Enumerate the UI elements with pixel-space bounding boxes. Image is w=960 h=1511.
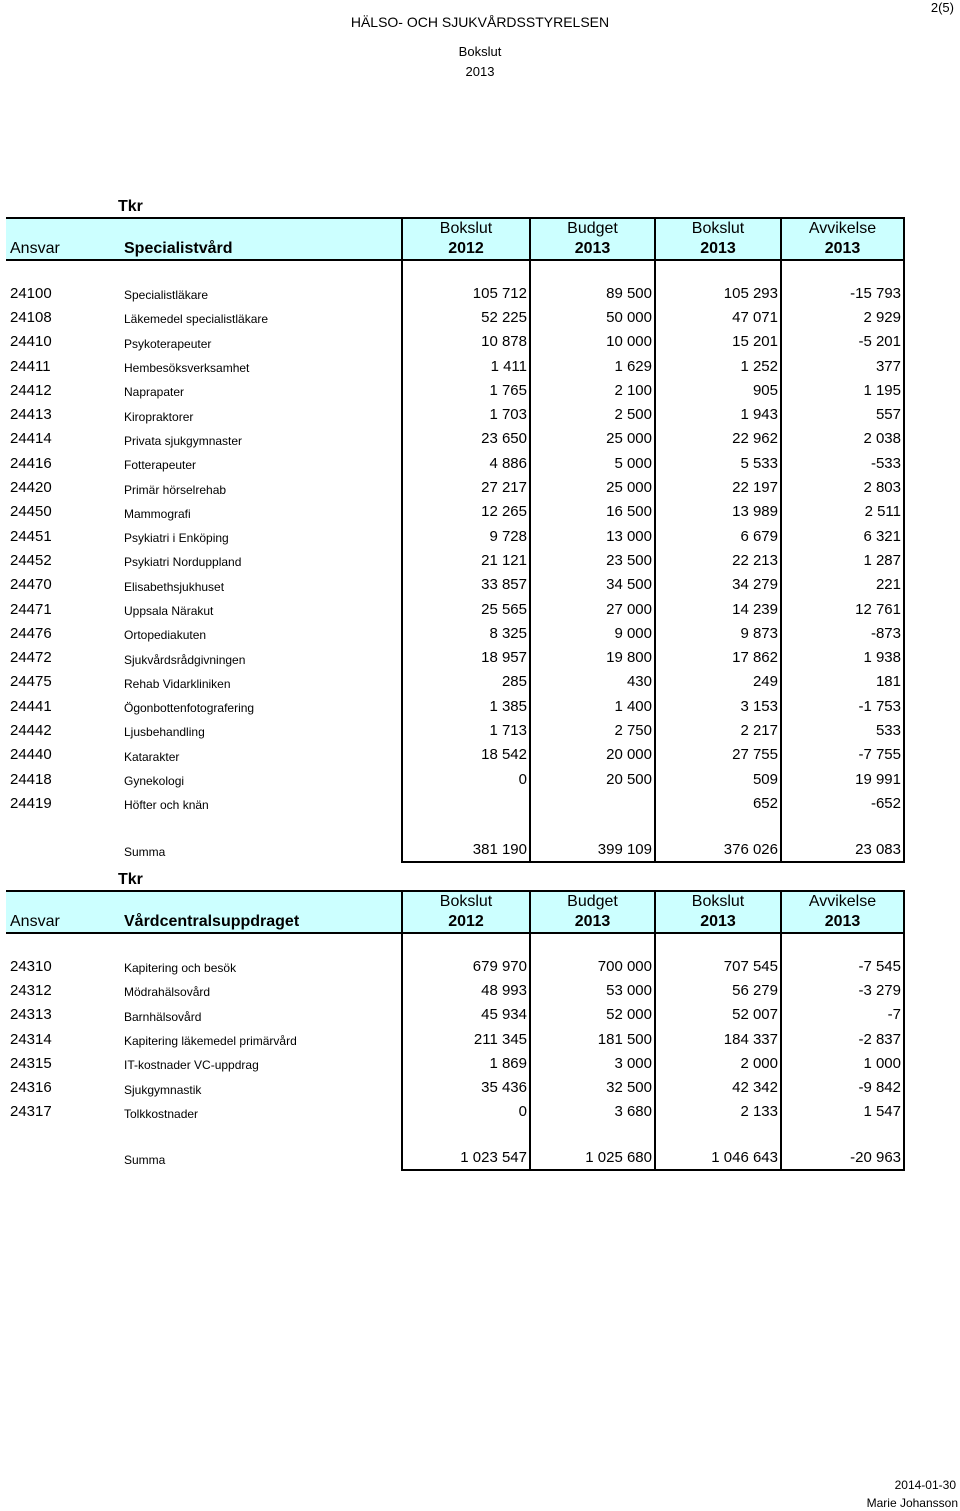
account-name: Ortopediakuten [124, 628, 207, 643]
value-bokslut-2012: 211 345 [402, 1027, 530, 1051]
spacer-row [6, 816, 904, 838]
table-row [6, 500, 904, 524]
account-code: 24411 [10, 357, 51, 375]
account-code: 24452 [10, 551, 52, 569]
table-row [6, 330, 904, 354]
value-bokslut-2013: 34 279 [655, 573, 781, 597]
account-code: 24472 [10, 649, 52, 667]
account-name: Läkemedel specialistläkare [124, 312, 269, 327]
account-name: Kapitering och besök [124, 961, 237, 976]
spacer-row [6, 1124, 904, 1146]
specialistvard-table [6, 217, 905, 863]
account-code: 24442 [10, 721, 52, 739]
col-header-year: 2013 [655, 239, 781, 260]
value-budget-2013: 430 [530, 670, 655, 694]
value-budget-2013: 20 000 [530, 743, 655, 767]
value-budget-2013: 2 750 [530, 718, 655, 742]
value-bokslut-2013: 2 133 [655, 1100, 781, 1124]
sum-avvikelse-2013: 23 083 [781, 838, 904, 862]
sum-code-empty [6, 838, 118, 862]
account-name: Psykiatri Norduppland [124, 555, 242, 570]
table-row [6, 281, 904, 305]
value-avvikelse-2013: 1 195 [781, 378, 904, 402]
account-code: 24470 [10, 576, 52, 594]
sum-code-empty [6, 1146, 118, 1170]
account-code: 24441 [10, 697, 52, 715]
table-row [6, 1027, 904, 1051]
sum-row [6, 1146, 904, 1170]
value-bokslut-2012: 9 728 [402, 524, 530, 548]
value-avvikelse-2013: 533 [781, 718, 904, 742]
table-row [6, 978, 904, 1002]
account-code: 24310 [10, 957, 52, 975]
value-bokslut-2013: 22 197 [655, 475, 781, 499]
account-code: 24410 [10, 333, 52, 351]
account-code: 24475 [10, 673, 52, 691]
value-bokslut-2012: 48 993 [402, 978, 530, 1002]
value-bokslut-2012: 1 765 [402, 378, 530, 402]
value-avvikelse-2013: 181 [781, 670, 904, 694]
account-name: Barnhälsovård [124, 1009, 202, 1024]
sum-budget-2013: 399 109 [530, 838, 655, 862]
value-budget-2013: 20 500 [530, 767, 655, 791]
value-budget-2013: 25 000 [530, 475, 655, 499]
value-bokslut-2013: 905 [655, 378, 781, 402]
account-code: 24451 [10, 527, 52, 545]
account-code: 24420 [10, 479, 52, 497]
table-row [6, 354, 904, 378]
value-bokslut-2012: 35 436 [402, 1075, 530, 1099]
table-row [6, 1100, 904, 1124]
account-name: Psykoterapeuter [124, 336, 212, 351]
account-code: 24313 [10, 1006, 52, 1024]
value-bokslut-2012: 1 703 [402, 402, 530, 426]
account-name: Sjukvårdsrådgivningen [124, 652, 246, 667]
col-header-bokslut: Bokslut [655, 218, 781, 239]
value-bokslut-2013: 6 679 [655, 524, 781, 548]
col-header-avvikelse: Avvikelse [781, 218, 904, 239]
col-header-bokslut: Bokslut [402, 218, 530, 239]
value-avvikelse-2013: -1 753 [781, 694, 904, 718]
table-row [6, 402, 904, 426]
table-row [6, 670, 904, 694]
account-name: Gynekologi [124, 774, 185, 789]
sum-bokslut-2012: 381 190 [402, 838, 530, 862]
header-row-labels [6, 218, 904, 239]
value-avvikelse-2013: 1 938 [781, 645, 904, 669]
account-code: 24471 [10, 600, 52, 618]
value-avvikelse-2013: 12 761 [781, 597, 904, 621]
value-bokslut-2012: 21 121 [402, 548, 530, 572]
account-name: Ljusbehandling [124, 725, 205, 740]
table-row [6, 1003, 904, 1027]
account-name: Ögonbottenfotografering [124, 701, 255, 716]
col-header-budget: Budget [530, 218, 655, 239]
account-name: Uppsala Närakut [124, 604, 214, 618]
value-bokslut-2013: 17 862 [655, 645, 781, 669]
account-code: 24440 [10, 746, 52, 764]
table-row [6, 548, 904, 572]
value-avvikelse-2013: -9 842 [781, 1075, 904, 1099]
value-budget-2013: 50 000 [530, 305, 655, 329]
footer-author: Marie Johansson [866, 1496, 958, 1510]
value-bokslut-2013: 14 239 [655, 597, 781, 621]
account-code: 24316 [10, 1079, 52, 1097]
value-budget-2013: 32 500 [530, 1075, 655, 1099]
spacer-row [6, 933, 904, 954]
value-bokslut-2012: 0 [402, 767, 530, 791]
vardcentral-table [6, 890, 905, 1171]
footer-date: 2014-01-30 [894, 1478, 956, 1492]
table-row [6, 573, 904, 597]
account-code: 24412 [10, 381, 52, 399]
table-row [6, 767, 904, 791]
document-year: 2013 [465, 64, 495, 79]
account-code: 24100 [10, 284, 52, 302]
account-name: Psykiatri i Enköping [124, 531, 229, 546]
account-code: 24416 [10, 454, 52, 472]
account-code: 24419 [10, 794, 52, 812]
account-code: 24414 [10, 430, 52, 448]
account-code: 24312 [10, 981, 52, 999]
value-bokslut-2012: 1 713 [402, 718, 530, 742]
value-avvikelse-2013: -7 [781, 1003, 904, 1027]
value-budget-2013: 700 000 [530, 954, 655, 978]
account-name: Tolkkostnader [124, 1106, 199, 1121]
value-bokslut-2013: 652 [655, 791, 781, 815]
value-bokslut-2012: 285 [402, 670, 530, 694]
account-name: Höfter och knän [124, 798, 209, 813]
value-bokslut-2012: 4 886 [402, 451, 530, 475]
sum-label: Summa [124, 844, 166, 859]
value-bokslut-2013: 2 000 [655, 1051, 781, 1075]
value-budget-2013: 89 500 [530, 281, 655, 305]
account-name: Hembesöksverksamhet [124, 361, 250, 376]
account-name: Primär hörselrehab [124, 482, 227, 497]
value-budget-2013 [530, 791, 655, 815]
value-budget-2013: 25 000 [530, 427, 655, 451]
value-bokslut-2013: 42 342 [655, 1075, 781, 1099]
value-budget-2013: 13 000 [530, 524, 655, 548]
col-header-year: 2013 [530, 239, 655, 260]
value-budget-2013: 27 000 [530, 597, 655, 621]
value-avvikelse-2013: 1 547 [781, 1100, 904, 1124]
value-bokslut-2013: 56 279 [655, 978, 781, 1002]
value-budget-2013: 2 500 [530, 402, 655, 426]
table-row [6, 305, 904, 329]
col-header-ansvar: Ansvar [6, 239, 118, 260]
value-bokslut-2012: 18 957 [402, 645, 530, 669]
value-bokslut-2012: 52 225 [402, 305, 530, 329]
value-avvikelse-2013: -873 [781, 621, 904, 645]
sum-avvikelse-2013: -20 963 [781, 1146, 904, 1170]
value-bokslut-2013: 1 943 [655, 402, 781, 426]
table-row [6, 524, 904, 548]
table-row [6, 1051, 904, 1075]
value-budget-2013: 34 500 [530, 573, 655, 597]
col-header-bokslut: Bokslut [655, 891, 781, 912]
table-row [6, 743, 904, 767]
value-avvikelse-2013: -7 755 [781, 743, 904, 767]
value-avvikelse-2013: 377 [781, 354, 904, 378]
value-bokslut-2012: 33 857 [402, 573, 530, 597]
value-budget-2013: 52 000 [530, 1003, 655, 1027]
value-bokslut-2012: 23 650 [402, 427, 530, 451]
account-name: Mammografi [124, 506, 191, 521]
col-header-year: 2012 [402, 239, 530, 260]
table-row [6, 694, 904, 718]
value-bokslut-2012 [402, 791, 530, 815]
account-code: 24476 [10, 624, 52, 642]
unit-label: Tkr [118, 871, 143, 888]
value-avvikelse-2013: 1 000 [781, 1051, 904, 1075]
value-avvikelse-2013: -533 [781, 451, 904, 475]
vardcentral-section [6, 890, 904, 1171]
value-bokslut-2013: 3 153 [655, 694, 781, 718]
section-title: Vårdcentralsuppdraget [118, 912, 402, 933]
sum-bokslut-2012: 1 023 547 [402, 1146, 530, 1170]
sum-row [6, 838, 904, 862]
account-name: Kapitering läkemedel primärvård [124, 1034, 297, 1049]
value-budget-2013: 16 500 [530, 500, 655, 524]
table-row [6, 475, 904, 499]
account-code: 24314 [10, 1030, 52, 1048]
organization-title: HÄLSO- OCH SJUKVÅRDSSTYRELSEN [350, 14, 610, 30]
value-bokslut-2013: 707 545 [655, 954, 781, 978]
sum-bokslut-2013: 376 026 [655, 838, 781, 862]
account-code: 24418 [10, 770, 52, 788]
table-row [6, 718, 904, 742]
value-avvikelse-2013: -15 793 [781, 281, 904, 305]
value-avvikelse-2013: -2 837 [781, 1027, 904, 1051]
spacer-row [6, 260, 904, 281]
value-bokslut-2013: 509 [655, 767, 781, 791]
table-row [6, 1075, 904, 1099]
value-bokslut-2013: 52 007 [655, 1003, 781, 1027]
value-budget-2013: 53 000 [530, 978, 655, 1002]
col-header-year: 2013 [530, 912, 655, 933]
account-name: Mödrahälsovård [124, 985, 211, 1000]
account-name: Sjukgymnastik [124, 1082, 202, 1097]
value-bokslut-2013: 105 293 [655, 281, 781, 305]
specialistvard-section [6, 217, 904, 863]
value-bokslut-2012: 105 712 [402, 281, 530, 305]
table-row [6, 597, 904, 621]
account-name: Naprapater [124, 385, 185, 400]
account-code: 24450 [10, 503, 52, 521]
table-row [6, 378, 904, 402]
unit-label: Tkr [118, 198, 143, 215]
value-bokslut-2013: 13 989 [655, 500, 781, 524]
value-bokslut-2013: 5 533 [655, 451, 781, 475]
value-bokslut-2012: 0 [402, 1100, 530, 1124]
value-avvikelse-2013: 2 803 [781, 475, 904, 499]
account-name: IT-kostnader VC-uppdrag [124, 1058, 259, 1073]
page-number: 2(5) [930, 0, 954, 15]
account-name: Elisabethsjukhuset [124, 579, 225, 594]
account-name: Specialistläkare [124, 288, 209, 303]
value-bokslut-2012: 25 565 [402, 597, 530, 621]
value-budget-2013: 23 500 [530, 548, 655, 572]
sum-budget-2013: 1 025 680 [530, 1146, 655, 1170]
table-row [6, 791, 904, 815]
account-code: 24317 [10, 1103, 52, 1121]
value-avvikelse-2013: -652 [781, 791, 904, 815]
col-header-bokslut: Bokslut [402, 891, 530, 912]
value-bokslut-2013: 22 962 [655, 427, 781, 451]
value-bokslut-2013: 15 201 [655, 330, 781, 354]
account-name: Rehab Vidarkliniken [124, 676, 231, 691]
value-bokslut-2012: 10 878 [402, 330, 530, 354]
value-bokslut-2013: 2 217 [655, 718, 781, 742]
table-row [6, 954, 904, 978]
value-avvikelse-2013: 1 287 [781, 548, 904, 572]
value-bokslut-2013: 249 [655, 670, 781, 694]
value-avvikelse-2013: 221 [781, 573, 904, 597]
value-bokslut-2012: 27 217 [402, 475, 530, 499]
col-header-year: 2012 [402, 912, 530, 933]
value-budget-2013: 19 800 [530, 645, 655, 669]
value-avvikelse-2013: 2 511 [781, 500, 904, 524]
value-avvikelse-2013: 557 [781, 402, 904, 426]
value-bokslut-2013: 27 755 [655, 743, 781, 767]
value-bokslut-2012: 679 970 [402, 954, 530, 978]
value-bokslut-2012: 12 265 [402, 500, 530, 524]
account-name: Fotterapeuter [124, 458, 197, 473]
value-avvikelse-2013: 2 929 [781, 305, 904, 329]
value-bokslut-2012: 1 869 [402, 1051, 530, 1075]
account-code: 24108 [10, 308, 52, 326]
account-code: 24315 [10, 1054, 52, 1072]
value-bokslut-2013: 1 252 [655, 354, 781, 378]
header-row-labels [6, 891, 904, 912]
value-budget-2013: 1 629 [530, 354, 655, 378]
table-row [6, 451, 904, 475]
account-code: 24413 [10, 406, 52, 424]
value-bokslut-2013: 9 873 [655, 621, 781, 645]
value-avvikelse-2013: -7 545 [781, 954, 904, 978]
sum-label: Summa [124, 1153, 166, 1168]
value-bokslut-2013: 184 337 [655, 1027, 781, 1051]
value-bokslut-2012: 45 934 [402, 1003, 530, 1027]
value-avvikelse-2013: 2 038 [781, 427, 904, 451]
document-type: Bokslut [458, 44, 502, 59]
value-budget-2013: 10 000 [530, 330, 655, 354]
value-bokslut-2012: 1 411 [402, 354, 530, 378]
header-row-years [6, 912, 904, 933]
col-header-year: 2013 [655, 912, 781, 933]
account-name: Kiropraktorer [124, 409, 194, 424]
table-row [6, 621, 904, 645]
value-bokslut-2012: 1 385 [402, 694, 530, 718]
table-row [6, 645, 904, 669]
col-header-year: 2013 [781, 239, 904, 260]
sum-bokslut-2013: 1 046 643 [655, 1146, 781, 1170]
value-bokslut-2012: 18 542 [402, 743, 530, 767]
col-header-avvikelse: Avvikelse [781, 891, 904, 912]
value-budget-2013: 9 000 [530, 621, 655, 645]
value-avvikelse-2013: -3 279 [781, 978, 904, 1002]
section-title: Specialistvård [118, 239, 402, 260]
col-header-year: 2013 [781, 912, 904, 933]
col-header-budget: Budget [530, 891, 655, 912]
table-row [6, 427, 904, 451]
col-header-ansvar: Ansvar [6, 912, 118, 933]
account-name: Privata sjukgymnaster [124, 433, 243, 448]
value-budget-2013: 181 500 [530, 1027, 655, 1051]
value-bokslut-2013: 47 071 [655, 305, 781, 329]
value-budget-2013: 5 000 [530, 451, 655, 475]
header-row-years [6, 239, 904, 260]
value-avvikelse-2013: -5 201 [781, 330, 904, 354]
value-bokslut-2013: 22 213 [655, 548, 781, 572]
value-avvikelse-2013: 19 991 [781, 767, 904, 791]
value-budget-2013: 2 100 [530, 378, 655, 402]
value-avvikelse-2013: 6 321 [781, 524, 904, 548]
account-name: Katarakter [124, 749, 180, 764]
value-budget-2013: 1 400 [530, 694, 655, 718]
value-budget-2013: 3 680 [530, 1100, 655, 1124]
value-bokslut-2012: 8 325 [402, 621, 530, 645]
value-budget-2013: 3 000 [530, 1051, 655, 1075]
